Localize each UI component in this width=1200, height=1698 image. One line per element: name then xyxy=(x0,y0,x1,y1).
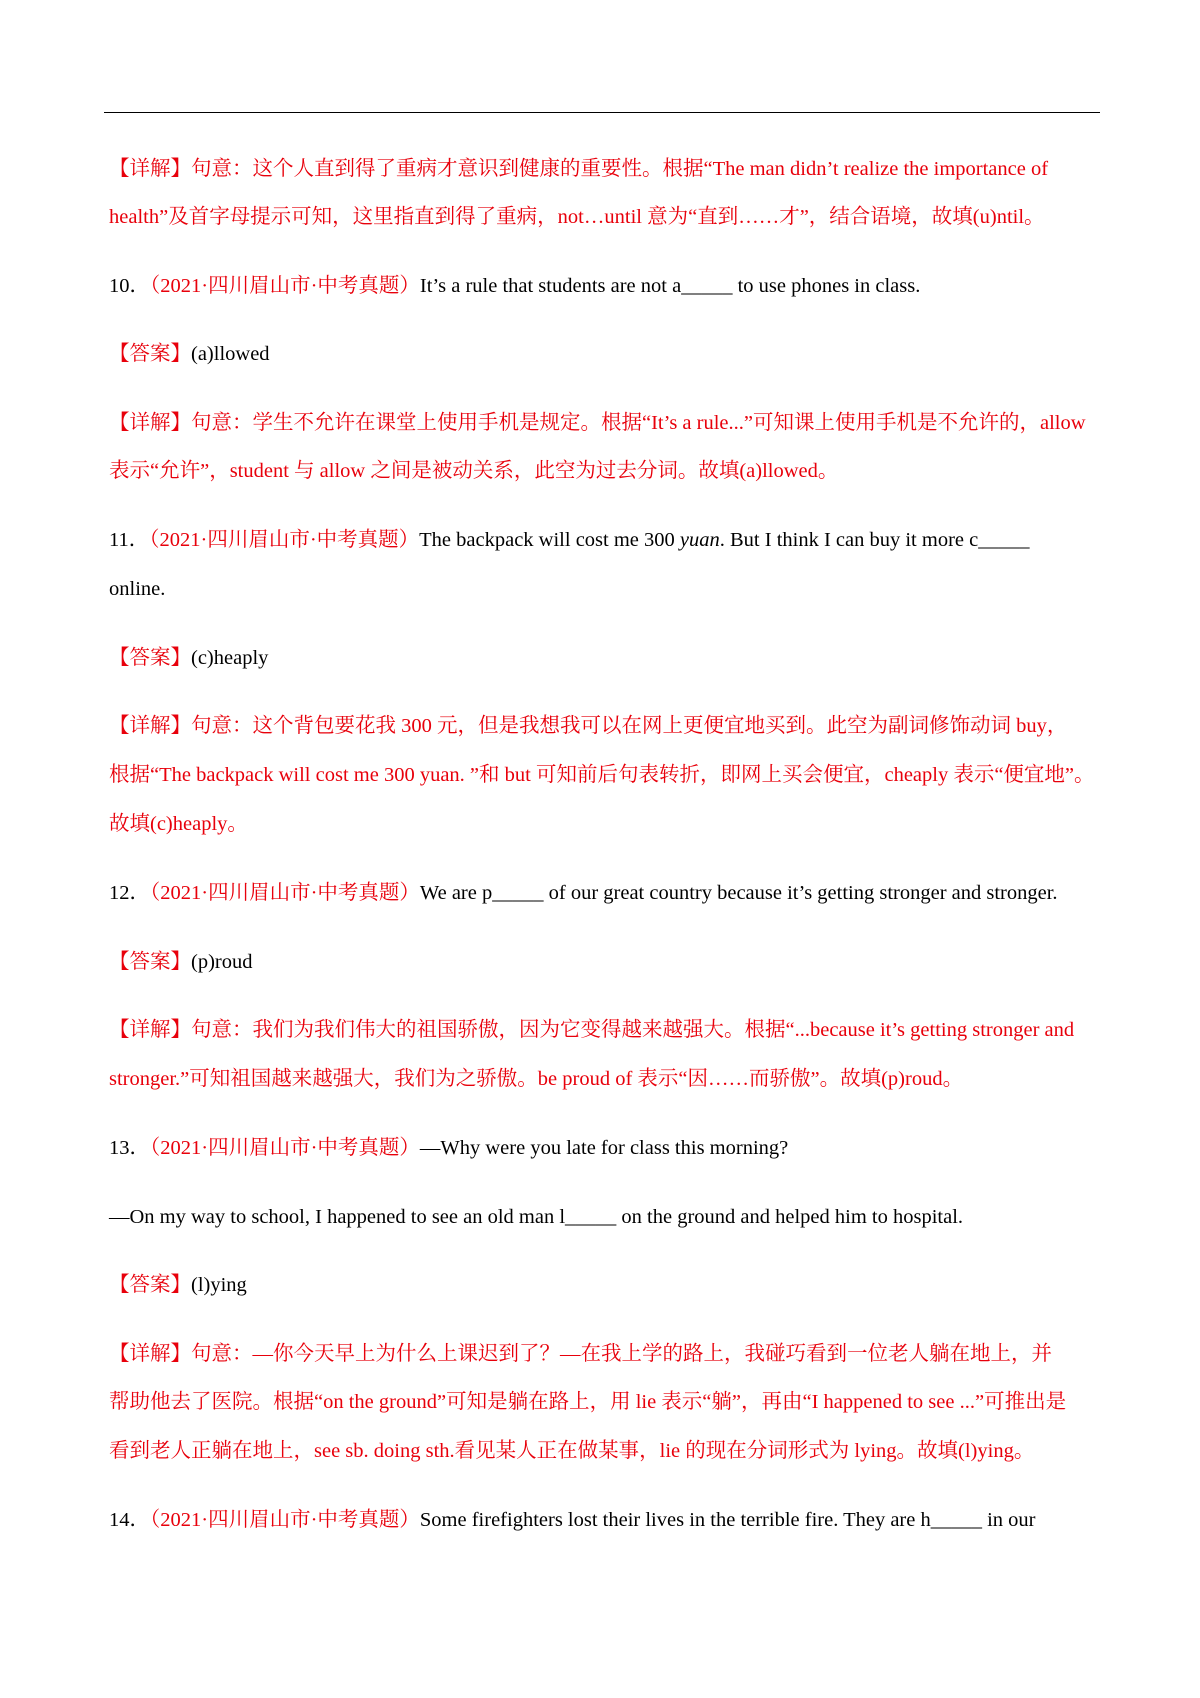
answer-tag: 【答案】 xyxy=(109,951,191,973)
explanation-line xyxy=(109,1437,1034,1465)
answer-line xyxy=(109,1271,247,1299)
question-source: （2021·四川眉山市·中考真题） xyxy=(150,1509,420,1531)
explanation-tag: 【详解】 xyxy=(109,158,191,180)
question-text: Some firefighters lost their lives in the terrible fire. They are h_____ in our xyxy=(419,1509,1036,1531)
explanation-line xyxy=(109,1016,1074,1044)
question-number: 10． xyxy=(109,275,150,297)
question-11 xyxy=(109,526,1029,554)
explanation-text: 句意：我们为我们伟大的祖国骄傲，因为它变得越来越强大。根据“...because it’s getting stronger and xyxy=(191,1019,1075,1041)
question-source: （2021·四川眉山市·中考真题） xyxy=(150,882,420,904)
answer-line xyxy=(109,340,270,368)
explanation-line xyxy=(109,712,1067,740)
question-number: 11． xyxy=(109,529,150,551)
explanation-text: 表示“允许”，student 与 allow 之间是被动关系，此空为过去分词。故填(a)llowed。 xyxy=(109,460,839,482)
answer-line xyxy=(109,644,268,672)
question-source: （2021·四川眉山市·中考真题） xyxy=(150,275,420,297)
explanation-line xyxy=(109,761,1095,789)
question-12 xyxy=(109,879,1058,907)
explanation-tag: 【详解】 xyxy=(109,412,191,434)
question-text: . But I think I can buy it more c_____ xyxy=(719,529,1030,551)
explanation-text: 句意：学生不允许在课堂上使用手机是规定。根据“It’s a rule...”可知课上使用手机是不允许的，allow xyxy=(191,412,1086,434)
explanation-text: 句意：这个人直到得了重病才意识到健康的重要性。根据“The man didn’t realize the importance of xyxy=(191,158,1049,180)
answer-line xyxy=(109,948,252,976)
explanation-text: 看到老人正躺在地上，see sb. doing sth.看见某人正在做某事，lie 的现在分词形式为 lying。故填(l)ying。 xyxy=(109,1440,1035,1462)
explanation-text: 句意：这个背包要花我 300 元，但是我想我可以在网上更便宜地买到。此空为副词修饰动词 buy， xyxy=(191,715,1068,737)
explanation-line xyxy=(109,810,248,838)
answer-value: (a)llowed xyxy=(191,343,270,365)
question-text: It’s a rule that students are not a_____ to use phones in class. xyxy=(419,275,921,297)
question-10 xyxy=(109,272,920,300)
answer-tag: 【答案】 xyxy=(109,1274,191,1296)
explanation-line xyxy=(109,203,1045,231)
question-source: （2021·四川眉山市·中考真题） xyxy=(150,1137,420,1159)
explanation-text: 根据“The backpack will cost me 300 yuan. ”和 but 可知前后句表转折，即网上买会便宜，cheaply 表示“便宜地”。 xyxy=(109,764,1095,786)
question-source: （2021·四川眉山市·中考真题） xyxy=(149,529,420,551)
answer-value: (l)ying xyxy=(191,1274,247,1296)
explanation-text: 句意：—你今天早上为什么上课迟到了？—在我上学的路上，我碰巧看到一位老人躺在地上，并 xyxy=(191,1343,1052,1365)
answer-tag: 【答案】 xyxy=(109,647,191,669)
answer-value: (p)roud xyxy=(191,951,253,973)
explanation-line xyxy=(109,1388,1066,1416)
explanation-line xyxy=(109,1065,963,1093)
question-text: —Why were you late for class this morning? xyxy=(419,1137,789,1159)
explanation-line xyxy=(109,1340,1052,1368)
question-14 xyxy=(109,1506,1036,1534)
explanation-tag: 【详解】 xyxy=(109,1019,191,1041)
question-continuation xyxy=(109,1203,963,1231)
question-number: 13． xyxy=(109,1137,150,1159)
explanation-text: 故填(c)heaply。 xyxy=(109,813,248,835)
header-rule xyxy=(104,112,1100,113)
question-13 xyxy=(109,1134,788,1162)
answer-tag: 【答案】 xyxy=(109,343,191,365)
question-number: 12． xyxy=(109,882,150,904)
explanation-tag: 【详解】 xyxy=(109,715,191,737)
explanation-tag: 【详解】 xyxy=(109,1343,191,1365)
explanation-line xyxy=(109,155,1048,183)
question-number: 14． xyxy=(109,1509,150,1531)
explanation-text: stronger.”可知祖国越来越强大，我们为之骄傲。be proud of 表示“因……而骄傲”。故填(p)roud。 xyxy=(109,1068,964,1090)
question-text: —On my way to school, I happened to see an old man l_____ on the ground and helped him to hospital. xyxy=(109,1206,964,1228)
explanation-line xyxy=(109,457,838,485)
question-text-italic: yuan xyxy=(679,529,720,551)
explanation-line xyxy=(109,409,1086,437)
explanation-text: health”及首字母提示可知，这里指直到得了重病，not…until 意为“直到……才”，结合语境，故填(u)ntil。 xyxy=(109,206,1045,228)
explanation-text: 帮助他去了医院。根据“on the ground”可知是躺在路上，用 lie 表示“躺”，再由“I happened to see ...”可推出是 xyxy=(109,1391,1067,1413)
question-continuation xyxy=(109,575,165,603)
question-text: The backpack will cost me 300 xyxy=(419,529,680,551)
question-text: We are p_____ of our great country because it’s getting stronger and stronger. xyxy=(419,882,1058,904)
question-text: online. xyxy=(109,578,166,600)
answer-value: (c)heaply xyxy=(191,647,269,669)
